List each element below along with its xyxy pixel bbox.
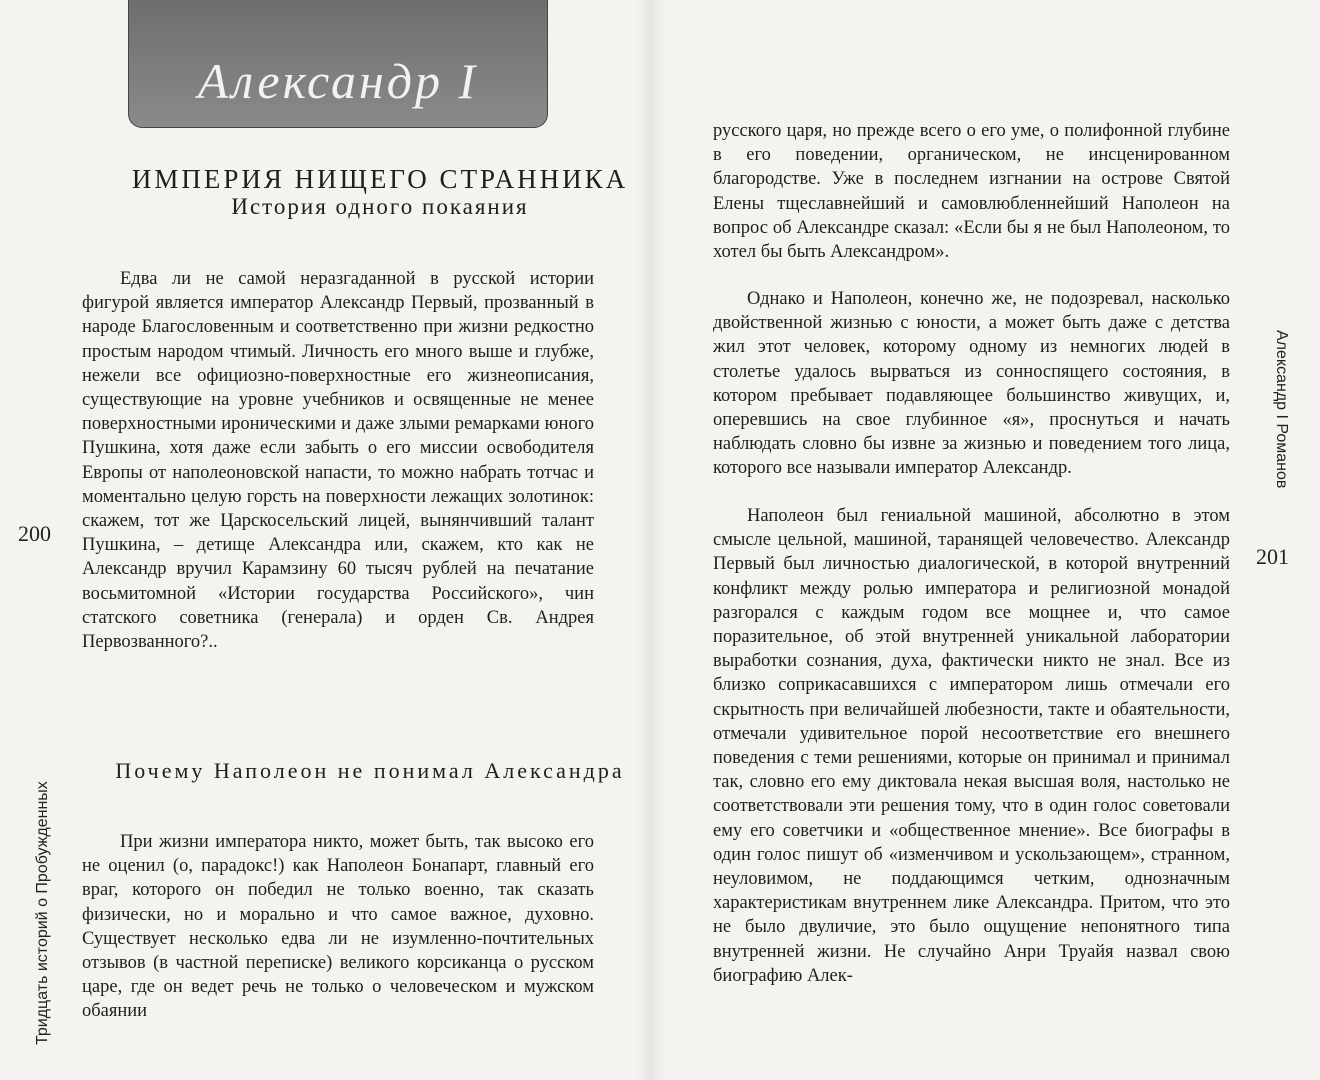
paragraph: Наполеон был гениальной машиной, абсолютно в этом смысле цельной, машиной, таранящей человечество. Александр Первый был личностью диалогической, в которой внутренний конфликт между ролью императора и религиозной монадой разгорался с каждым годом все мощнее и, что самое поразительное, об этой внутренней уникальной лаборатории выработки сознания, духа, фактически никто не знал. Все из близко соприкасавшихся с императором лишь отмечали его скрытность при величайшей любезности, такте и обаятельности, отмечали удивительное порой несоответствие его внешнего поведения с теми решениями, которые он принимал и принимал так, словно его ему диктовала некая высшая воля, настолько не соответствовали эти решения тому, что в один голос советовали ему его советчики и «общественное мнение». Все биографы в один голос пишут об «изменчивом и ускользающем», странном, неуловимом, не поддающимся четким, однозначным характеристикам внутреннем лике Александра. Притом, что это не было двуличие, это было ощущение непонятного типа внутренней жизни. Не случайно Анри Труайя назвал свою биографию Алек- — [713, 506, 1230, 986]
book-gutter — [636, 0, 666, 1080]
paragraph: При жизни императора никто, может быть, так высоко его не оценил (о, парадокс!) как Наполеон Бонапарт, главный его враг, которого он победил не только военно, так сказать физически, но и морально и что самое важное, духовно. Существует несколько едва ли не изумленно-почтительных отзывов (в частной переписке) великого корсиканца о русском царе, где он ведет речь не только о человеческом и мужском обаянии — [82, 832, 594, 1022]
page-number: 201 — [1256, 544, 1289, 569]
section-heading: ИМПЕРИЯ НИЩЕГО СТРАННИКА — [131, 164, 629, 194]
page-number: 200 — [18, 521, 51, 546]
chapter-title: Александр I — [197, 53, 479, 109]
paragraph: Едва ли не самой неразгаданной в русской истории фигурой является император Александр Первый, прозванный в народе Благословенным и соответственно при жизни редкостно простым народом чтимый. Личность его много выше и глубже, нежели все официозно-поверхностные его жизнеописания, существующие на уровне учебников и освященные не менее поверхностными ироническими и даже злыми ремарками юного Пушкина, хотя даже если забыть о его миссии освободителя Европы от наполеоновской напасти, то можно набрать тотчас и моментально целую горсть на поверхности лежащих золотинок: скажем, тот же Царскосельский лицей, вынянчивший талант Пушкина, – детище Александра или, скажем, кто как не Александр вручил Карамзину 60 тысяч рублей на печатание восьмитомной «Истории государства Российского», чин статского советника (генерала) и орден Св. Андрея Первозванного?.. — [82, 269, 594, 653]
running-head: Тридцать историй о Пробужденных — [34, 781, 51, 1045]
left-page — [0, 0, 640, 1080]
paragraph: Однако и Наполеон, конечно же, не подозревал, насколько двойственной жизнью с юности, а может быть даже с детства жил этот человек, которому одному из немногих людей в столетье удалось вырваться из сонноспящего состояния, в котором пребывает подавляющее большинство живущих, и, оперевшись на свое глубинное «я», проснуться и начать наблюдать словно бы извне за жизнью и поведением того лица, которого все называли император Александр. — [713, 289, 1230, 479]
chapter-title-banner — [128, 0, 548, 128]
section-subheading: История одного покаяния — [231, 194, 529, 219]
subsection-heading: Почему Наполеон не понимал Александра — [115, 758, 625, 783]
running-head: Александр I Романов — [1273, 330, 1290, 489]
paragraph: русского царя, но прежде всего о его уме, о полифонной глубине в его поведении, органическом, не инсценированном благородстве. Уже в последнем изгнании на острове Святой Елены тщеславнейший и самовлюбленнейший Наполеон на вопрос об Александре сказал: «Если бы я не был Наполеоном, то хотел бы быть Александром». — [713, 121, 1230, 263]
